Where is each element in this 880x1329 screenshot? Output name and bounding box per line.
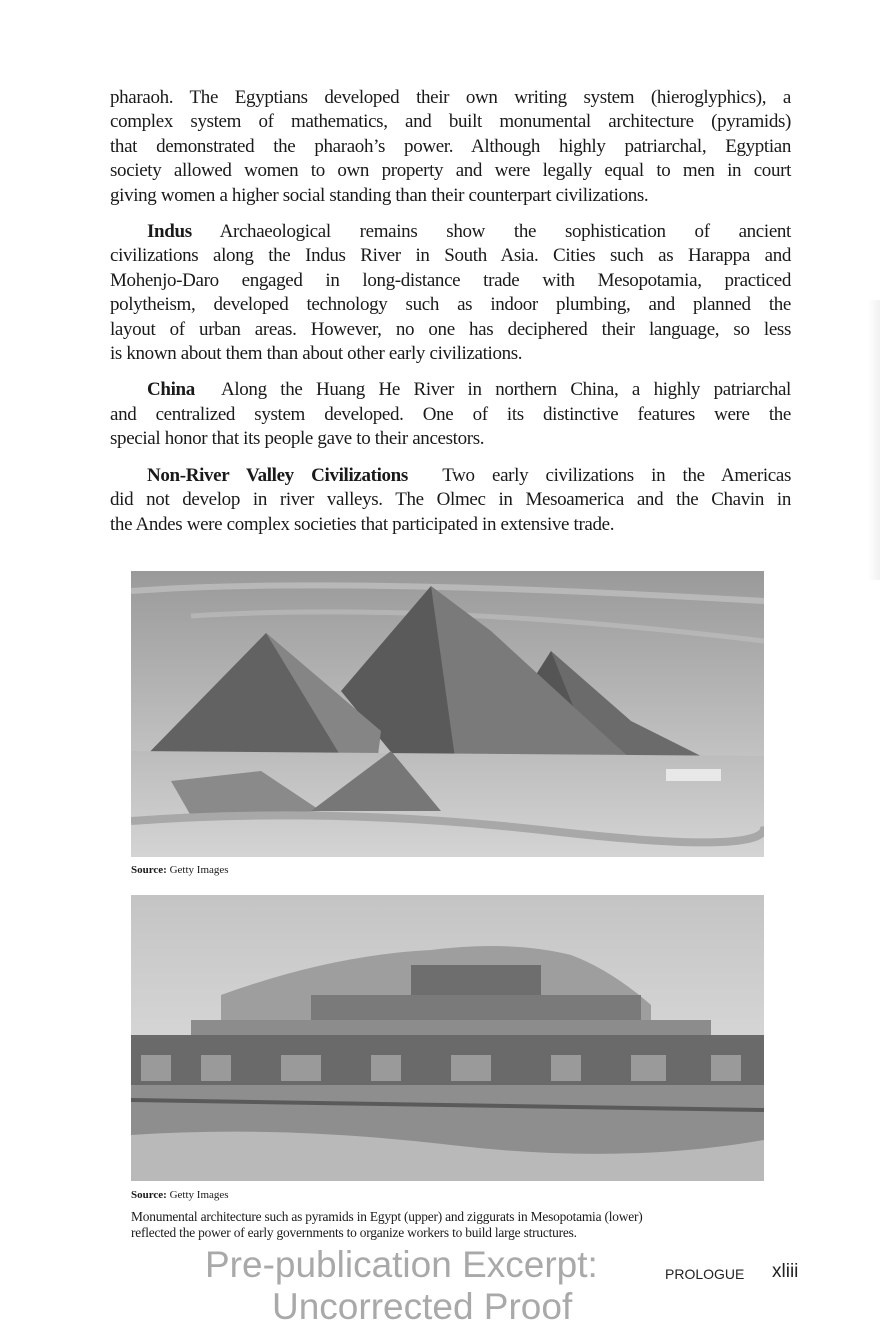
text-line: special honor that its people gave to their ancestors.	[110, 428, 485, 450]
figure-source-1	[131, 864, 229, 877]
paragraph-indus	[110, 220, 791, 366]
text-line: civilizations along the Indus River in South Asia. Cities such as Harappa and	[110, 245, 791, 267]
heading-china: China	[147, 379, 195, 401]
page-edge-shadow	[868, 300, 880, 580]
running-footer-section: PROLOGUE	[665, 1266, 745, 1282]
text-line	[110, 378, 791, 402]
source-text: Getty Images	[166, 1189, 229, 1201]
text-line: layout of urban areas. However, no one has deciphered their language, so less	[110, 318, 791, 340]
text-line: society allowed women to own property and were legally equal to men in court	[110, 160, 791, 182]
text-line: that demonstrated the pharaoh’s power. Although highly patriarchal, Egyptian	[110, 135, 791, 157]
caption-line: reflected the power of early governments to organize workers to build large structures.	[131, 1225, 577, 1240]
text-run: Along the Huang He River in northern China, a highly patriarchal	[194, 379, 791, 401]
text-line: is known about them than about other early civilizations.	[110, 343, 523, 365]
text-run: Archaeological remains show the sophistication of ancient	[191, 221, 791, 243]
text-line: Mohenjo-Daro engaged in long-distance trade with Mesopotamia, practiced	[110, 269, 791, 291]
source-label: Source:	[131, 864, 167, 876]
watermark-line-1: Pre-publication Excerpt:	[205, 1244, 598, 1285]
text-line: complex system of mathematics, and built monumental architecture (pyramids)	[110, 111, 791, 133]
paragraph-non-river	[110, 464, 791, 537]
body-text	[110, 86, 791, 549]
paragraph-egypt	[110, 86, 791, 208]
text-line	[110, 220, 791, 244]
heading-indus: Indus	[147, 221, 192, 243]
paragraph-china	[110, 378, 791, 451]
caption-line: Monumental architecture such as pyramids in Egypt (upper) and ziggurats in Mesopotamia (lower)	[131, 1209, 643, 1224]
text-line: and centralized system developed. One of its distinctive features were the	[110, 403, 791, 425]
figure-caption	[131, 1209, 771, 1241]
watermark-line-2: Uncorrected Proof	[272, 1286, 573, 1327]
text-line: did not develop in river valleys. The Olmec in Mesoamerica and the Chavin in	[110, 489, 791, 511]
text-line: giving women a higher social standing than their counterpart civilizations.	[110, 184, 649, 206]
text-line	[110, 464, 791, 488]
source-label: Source:	[131, 1189, 167, 1201]
source-text: Getty Images	[166, 864, 229, 876]
page-number: xliii	[772, 1261, 799, 1282]
text-run: Two early civilizations in the Americas	[407, 464, 791, 486]
pyramids-photo	[131, 571, 764, 857]
text-line: polytheism, developed technology such as indoor plumbing, and planned the	[110, 294, 791, 316]
text-line: pharaoh. The Egyptians developed their own writing system (hieroglyphics), a	[110, 87, 791, 108]
figure-source-2	[131, 1189, 229, 1202]
heading-non-river: Non-River Valley Civilizations	[147, 464, 408, 486]
ziggurat-photo	[131, 895, 764, 1181]
text-line: the Andes were complex societies that participated in extensive trade.	[110, 513, 615, 535]
